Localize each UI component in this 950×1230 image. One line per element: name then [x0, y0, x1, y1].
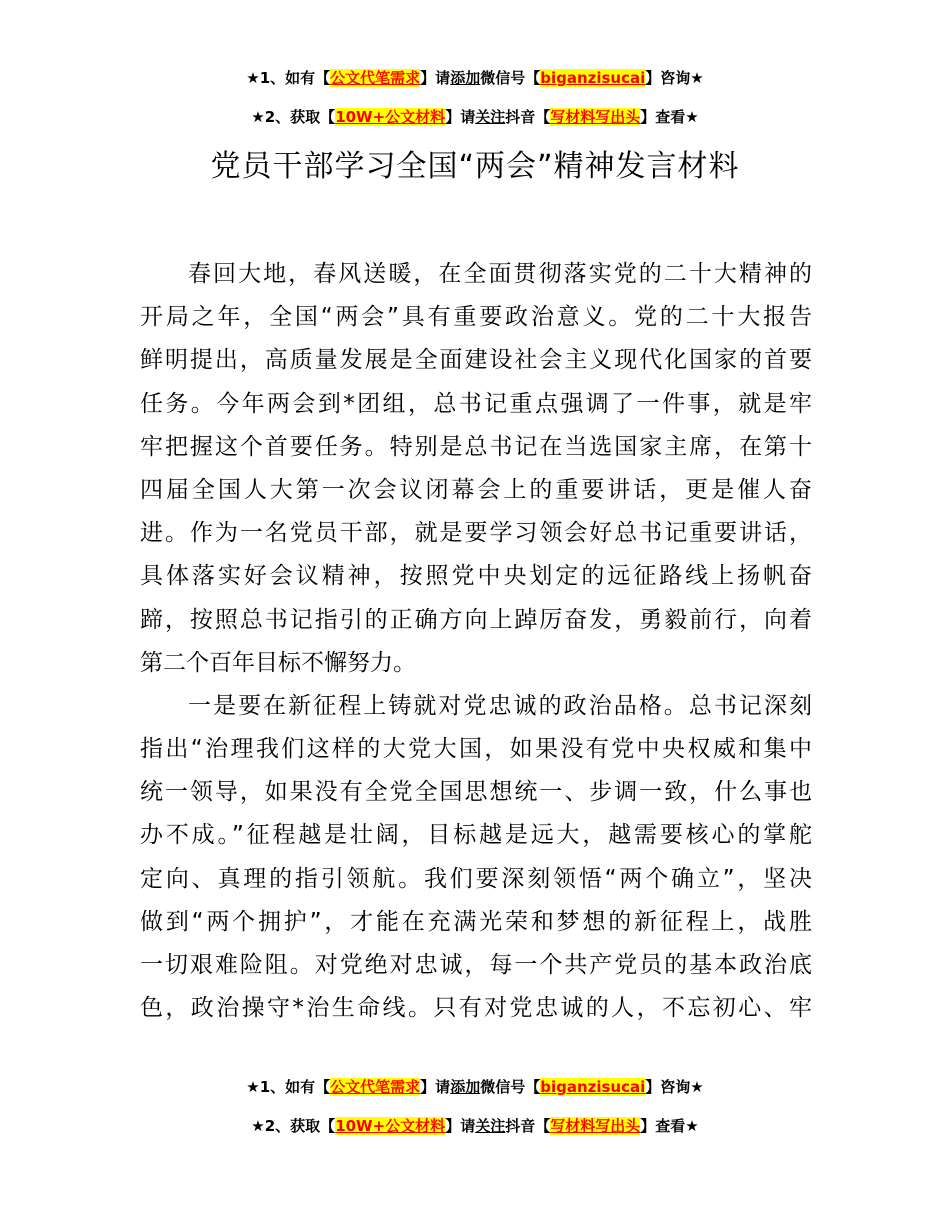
banner-wechat-id: biganzisucai: [540, 69, 646, 87]
banner-text: ★1、如有【: [246, 1078, 331, 1096]
paragraph-2-line: 做到“两个拥护”，才能在充满光荣和梦想的新征程上，战胜: [140, 908, 812, 935]
banner-text: ★2、获取【: [251, 1117, 336, 1135]
paragraph-2-line: 办不成。”征程越是壮阔，目标越是远大，越需要核心的掌舵: [140, 822, 812, 849]
paragraph-2-line: 统一领导，如果没有全党全国思想统一、步调一致，什么事也: [140, 779, 812, 806]
banner-underlined: 关注: [475, 108, 506, 126]
paragraph-1-line: 任务。今年两会到*团组，总书记重点强调了一件事，就是牢: [140, 390, 812, 417]
paragraph-1-line: 具体落实好会议精神，按照党中央划定的远征路线上扬帆奋: [140, 563, 812, 590]
footer-banner-line-1: [0, 1077, 950, 1097]
banner-text: ★2、获取【: [251, 108, 336, 126]
document-title: 党员干部学习全国“两会”精神发言材料: [210, 149, 740, 184]
banner-text: 】请: [445, 1117, 476, 1135]
banner-wechat-id: biganzisucai: [540, 1078, 646, 1096]
banner-text: 】请: [420, 69, 451, 87]
banner-text: 】查看★: [640, 108, 699, 126]
banner-text: 微信号【: [480, 1078, 541, 1096]
banner-text: 】查看★: [640, 1117, 699, 1135]
banner-highlight: 公文代笔需求: [330, 69, 421, 87]
paragraph-2-line: 色，政治操守*治生命线。只有对党忠诚的人，不忘初心、牢: [140, 995, 812, 1022]
document-body: [140, 253, 812, 1030]
paragraph-2-line: 一切艰难险阻。对党绝对忠诚，每一个共产党员的基本政治底: [140, 952, 812, 978]
banner-text: 抖音【: [505, 1117, 551, 1135]
banner-underlined: 添加: [450, 69, 481, 87]
banner-highlight: 公文代笔需求: [330, 1078, 421, 1096]
paragraph-1-line: 开局之年，全国“两会”具有重要政治意义。党的二十大报告: [140, 304, 812, 331]
banner-text: 】咨询★: [645, 69, 704, 87]
paragraph-1-line: 四届全国人大第一次会议闭幕会上的重要讲话，更是催人奋: [140, 476, 812, 503]
banner-text: 微信号【: [480, 69, 541, 87]
banner-highlight: 10W+公文材料: [335, 1117, 446, 1135]
banner-douyin-id: 写材料写出头: [550, 108, 641, 126]
banner-highlight: 10W+公文材料: [335, 108, 446, 126]
banner-douyin-id: 写材料写出头: [550, 1117, 641, 1135]
paragraph-1-line: 春回大地，春风送暖，在全面贯彻落实党的二十大精神的: [188, 261, 812, 287]
banner-text: 抖音【: [505, 108, 551, 126]
paragraph-1-line: 蹄，按照总书记指引的正确方向上踔厉奋发，勇毅前行，向着: [140, 606, 812, 633]
paragraph-2-line: 指出“治理我们这样的大党大国，如果没有党中央权威和集中: [140, 736, 812, 763]
banner-text: ★1、如有【: [246, 69, 331, 87]
banner-underlined: 关注: [475, 1117, 506, 1135]
footer-banner-line-2: [0, 1116, 950, 1136]
banner-underlined: 添加: [450, 1078, 481, 1096]
paragraph-2-line: 一是要在新征程上铸就对党忠诚的政治品格。总书记深刻: [188, 692, 812, 719]
paragraph-2-line: 定向、真理的指引领航。我们要深刻领悟“两个确立”，坚决: [140, 865, 812, 892]
paragraph-1-line: 进。作为一名党员干部，就是要学习领会好总书记重要讲话，: [140, 520, 812, 547]
banner-text: 】请: [420, 1078, 451, 1096]
paragraph-1-line: 第二个百年目标不懈努力。: [140, 649, 416, 676]
header-banner-line-1: [0, 68, 950, 88]
banner-text: 】咨询★: [645, 1078, 704, 1096]
banner-text: 】请: [445, 108, 476, 126]
header-banner-line-2: [0, 107, 950, 127]
paragraph-1-line: 牢把握这个首要任务。特别是总书记在当选国家主席，在第十: [140, 433, 812, 460]
paragraph-1-line: 鲜明提出，高质量发展是全面建设社会主义现代化国家的首要: [140, 347, 812, 374]
